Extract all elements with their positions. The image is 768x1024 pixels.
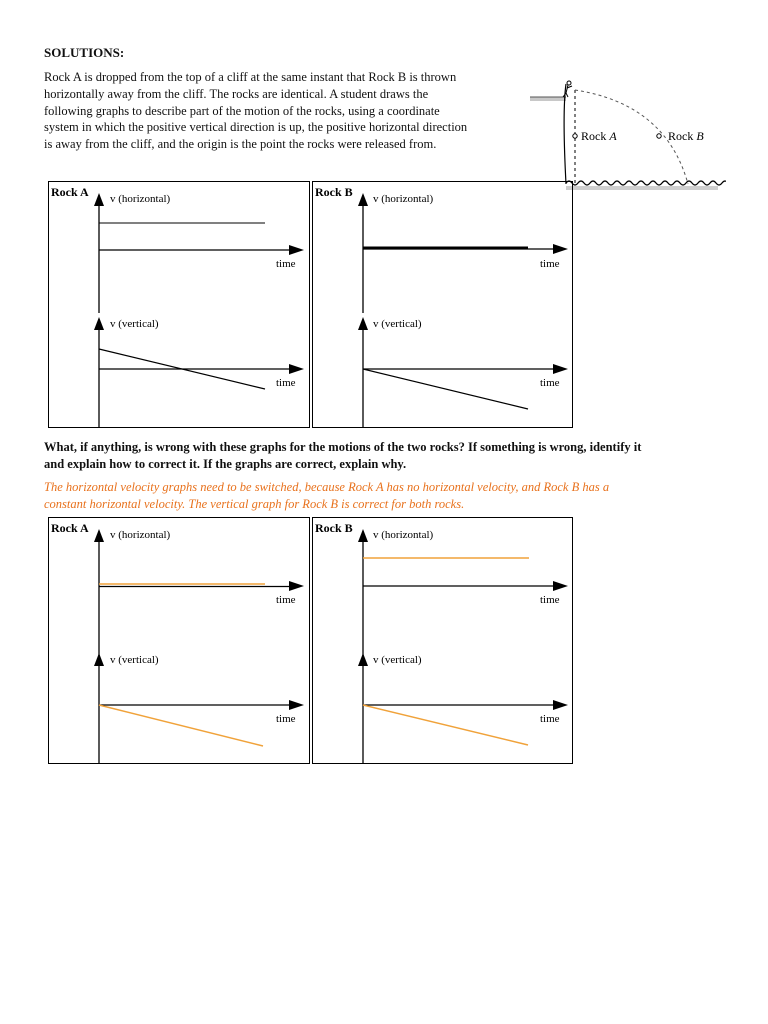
panel-title: Rock B bbox=[315, 185, 353, 199]
problem-statement bbox=[44, 69, 524, 153]
axis-label: time bbox=[276, 377, 296, 389]
axis-arrow-icon bbox=[358, 193, 368, 206]
axis-arrow-icon bbox=[289, 581, 304, 591]
axis-label: v (vertical) bbox=[373, 318, 422, 330]
answer-text bbox=[44, 479, 734, 513]
axis-arrow-icon bbox=[289, 364, 304, 374]
axis-arrow-icon bbox=[358, 317, 368, 330]
rock-a-label: Rock A bbox=[581, 129, 617, 143]
axis-label: time bbox=[540, 258, 560, 270]
axis-label: v (horizontal) bbox=[373, 529, 434, 541]
axis-arrow-icon bbox=[94, 653, 104, 666]
axis-label: v (vertical) bbox=[110, 654, 159, 666]
rock-b-dot bbox=[657, 134, 661, 138]
corrected-velocity-line bbox=[363, 705, 528, 745]
answer-line: constant horizontal velocity. The vertical graph for Rock B is correct for both rocks. bbox=[44, 497, 465, 511]
axis-label: v (horizontal) bbox=[110, 193, 171, 205]
axis-arrow-icon bbox=[94, 193, 104, 206]
corrected-velocity-line bbox=[99, 705, 263, 746]
intro-line: following graphs to describe part of the motion of the rocks, using a coordinate bbox=[44, 103, 440, 118]
velocity-line bbox=[363, 369, 528, 409]
question-line: What, if anything, is wrong with these graphs for the motions of the two rocks? If something is wrong, identify it bbox=[44, 440, 642, 454]
solutions-heading: SOLUTIONS: bbox=[44, 45, 125, 60]
axis-label: v (horizontal) bbox=[373, 193, 434, 205]
intro-line: is away from the cliff, and the origin is the point the rocks were released from. bbox=[44, 137, 437, 152]
thrower-figure bbox=[563, 81, 572, 97]
question-line: and explain how to correct it. If the graphs are correct, explain why. bbox=[44, 457, 407, 471]
axis-label: time bbox=[540, 377, 560, 389]
rock-a-dot bbox=[573, 134, 577, 138]
intro-line: horizontally away from the cliff. The rocks are identical. A student draws the bbox=[44, 86, 429, 101]
axis-label: v (vertical) bbox=[110, 318, 159, 330]
axis-label: time bbox=[540, 594, 560, 606]
axis-label: time bbox=[276, 713, 296, 725]
axis-label: v (horizontal) bbox=[110, 529, 171, 541]
rock-a-panel bbox=[49, 518, 310, 764]
axis-label: time bbox=[276, 594, 296, 606]
axis-arrow-icon bbox=[289, 245, 304, 255]
axis-arrow-icon bbox=[358, 529, 368, 542]
cliff-ledge bbox=[530, 97, 566, 101]
axis-arrow-icon bbox=[553, 364, 568, 374]
rock-a-panel bbox=[49, 182, 310, 428]
intro-line: system in which the positive vertical direction is up, the positive horizontal direction bbox=[44, 120, 468, 135]
axis-label: time bbox=[540, 713, 560, 725]
rock-b-panel bbox=[313, 518, 573, 764]
axis-arrow-icon bbox=[553, 244, 568, 254]
cliff-diagram bbox=[526, 76, 726, 196]
axis-arrow-icon bbox=[94, 529, 104, 542]
water-waves bbox=[566, 181, 726, 185]
rock-b-label: Rock B bbox=[668, 129, 704, 143]
question-text bbox=[44, 439, 734, 473]
answer-line: The horizontal velocity graphs need to be switched, because Rock A has no horizontal velocity, and Rock B has a bbox=[44, 480, 610, 494]
axis-arrow-icon bbox=[358, 653, 368, 666]
axis-arrow-icon bbox=[553, 700, 568, 710]
panel-title: Rock A bbox=[51, 185, 89, 199]
axis-arrow-icon bbox=[289, 700, 304, 710]
axis-label: time bbox=[276, 258, 296, 270]
rock-b-panel bbox=[313, 182, 573, 428]
axis-label: v (vertical) bbox=[373, 654, 422, 666]
axis-arrow-icon bbox=[553, 581, 568, 591]
intro-line: Rock A is dropped from the top of a cliff at the same instant that Rock B is thrown bbox=[44, 70, 457, 84]
panel-title: Rock A bbox=[51, 521, 89, 535]
water-base bbox=[566, 186, 718, 190]
student-graphs bbox=[48, 181, 574, 429]
axis-arrow-icon bbox=[94, 317, 104, 330]
panel-title: Rock B bbox=[315, 521, 353, 535]
corrected-graphs bbox=[48, 517, 574, 765]
